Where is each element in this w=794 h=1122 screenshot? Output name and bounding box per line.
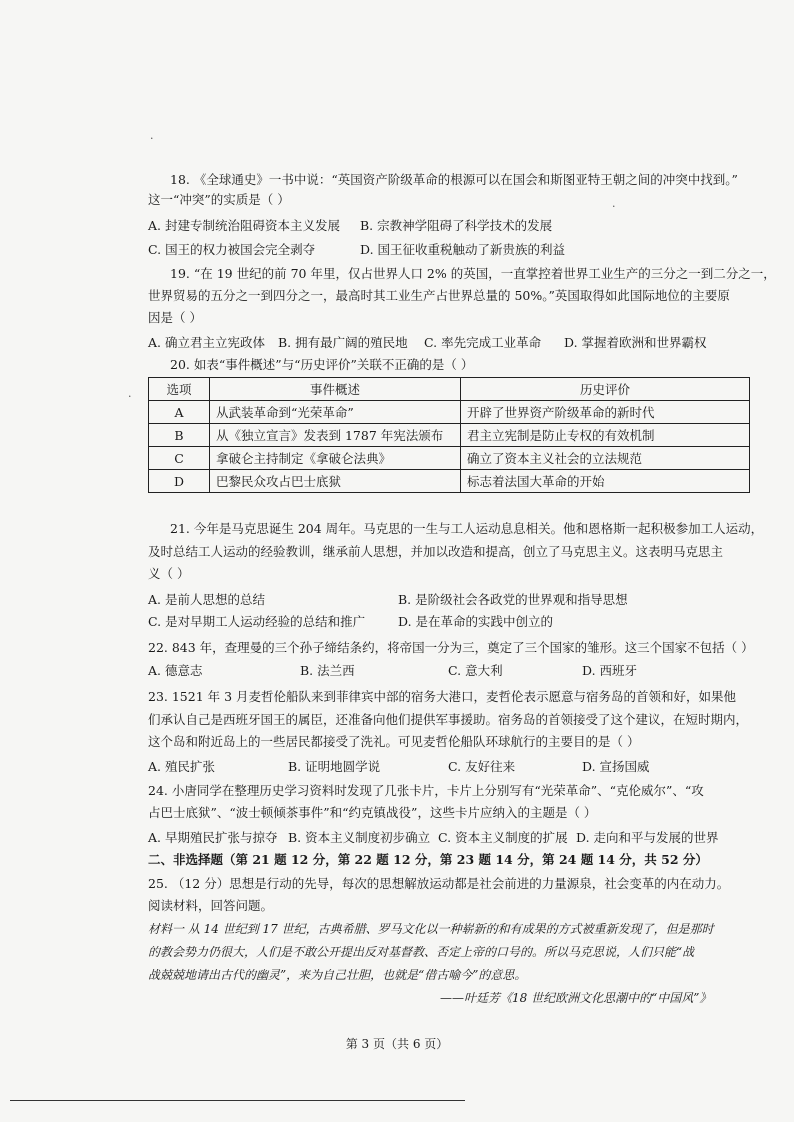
q21-stem-line-1: 21. 今年是马克思诞生 204 周年。马克思的一生与工人运动息息相关。他和恩格斯一起积极参加工人运动， — [170, 521, 764, 536]
q21-options — [148, 592, 748, 608]
table-cell-evaluation: 确立了资本主义社会的立法规范 — [461, 447, 750, 470]
q22-option-a: A. 德意志 — [148, 663, 203, 678]
q23-stem-line-3: 这个岛和附近岛上的一些居民都接受了洗礼。可见麦哲伦船队环球航行的主要目的是（ ） — [148, 734, 640, 749]
q24-option-b: B. 资本主义制度初步确立 — [288, 830, 431, 845]
material-1-line-3: 战兢兢地请出古代的幽灵”，来为自己壮胆，也就是“借古喻今”的意思。 — [148, 968, 527, 982]
q21-option-b: B. 是阶级社会各政党的世界观和指导思想 — [398, 592, 628, 607]
q18-option-b: B. 宗教神学阻碍了科学技术的发展 — [360, 218, 553, 233]
scan-speck: · — [128, 390, 132, 403]
q23-option-d: D. 宣扬国威 — [582, 759, 650, 774]
q19-stem-line-3: 因是（ ） — [148, 310, 202, 325]
q21-stem-line-3: 义（ ） — [148, 566, 190, 581]
table-cell-option: C — [149, 447, 210, 470]
q23-option-c: C. 友好往来 — [448, 759, 516, 774]
table-cell-evaluation: 开辟了世界资产阶级革命的新时代 — [461, 401, 750, 424]
q22-option-c: C. 意大利 — [448, 663, 503, 678]
q18-stem-line-2: 这一“冲突”的实质是（ ） — [148, 192, 290, 207]
q24-option-d: D. 走向和平与发展的世界 — [576, 830, 719, 845]
q22-option-d: D. 西班牙 — [582, 663, 638, 678]
q23-options — [148, 759, 748, 775]
table-row — [149, 401, 750, 424]
q24-option-c: C. 资本主义制度的扩展 — [438, 830, 568, 845]
table-cell-event: 从《独立宣言》发表到 1787 年宪法颁布 — [210, 424, 461, 447]
q24-option-a: A. 早期殖民扩张与掠夺 — [148, 830, 278, 845]
table-cell-evaluation: 君主立宪制是防止专权的有效机制 — [461, 424, 750, 447]
q24-stem-line-1: 24. 小唐同学在整理历史学习资料时发现了几张卡片，卡片上分别写有“光荣革命”、“克伦威尔”、“攻 — [148, 783, 704, 798]
material-1-line-2: 的教会势力仍很大，人们是不敢公开提出反对基督教、否定上帝的口号的。所以马克思说，人们只能“战 — [148, 945, 695, 959]
table-cell-evaluation: 标志着法国大革命的开始 — [461, 470, 750, 493]
q21-option-c: C. 是对早期工人运动经验的总结和推广 — [148, 614, 366, 629]
q21-stem-line-2: 及时总结工人运动的经验教训，继承前人思想，并加以改造和提高，创立了马克思主义。这表明马克思主 — [148, 544, 724, 559]
q18-options-2 — [148, 242, 748, 258]
material-source: ——叶廷芳《18 世纪欧洲文化思潮中的“中国风”》 — [440, 991, 712, 1005]
q19-stem-line-1: 19. “在 19 世纪的前 70 年里，仅占世界人口 2% 的英国，一直掌控着世界工业生产的三分之一到二分之一， — [170, 266, 776, 281]
table-header-row — [149, 378, 750, 401]
q22-stem: 22. 843 年，查理曼的三个孙子缔结条约，将帝国一分为三，奠定了三个国家的雏形。这三个国家不包括（ ） — [148, 640, 754, 655]
q19-option-b: B. 拥有最广阔的殖民地 — [278, 335, 408, 350]
q19-option-d: D. 掌握着欧洲和世界霸权 — [564, 335, 707, 350]
table-row — [149, 447, 750, 470]
q25-stem-line-1: 25. （12 分）思想是行动的先导，每次的思想解放运动都是社会前进的力量源泉，社会变革的内在动力。 — [148, 876, 730, 891]
table-header-evaluation: 历史评价 — [461, 378, 750, 401]
section-heading: 二、非选择题（第 21 题 12 分，第 22 题 12 分，第 23 题 14 分，第 24 题 14 分，共 52 分） — [148, 852, 708, 867]
q18-options — [148, 218, 748, 234]
q20-stem: 20. 如表“事件概述”与“历史评价”关联不正确的是（ ） — [170, 357, 474, 372]
page-number: 第 3 页（共 6 页） — [345, 1037, 449, 1051]
q20-event-table — [148, 377, 750, 493]
table-cell-option: D — [149, 470, 210, 493]
scan-speck: · — [150, 132, 154, 145]
q23-option-b: B. 证明地圆学说 — [288, 759, 381, 774]
table-cell-event: 从武装革命到“光荣革命” — [210, 401, 461, 424]
q23-stem-line-1: 23. 1521 年 3 月麦哲伦船队来到菲律宾中部的宿务大港口，麦哲伦表示愿意与宿务岛的首领和好，如果他 — [148, 689, 737, 704]
table-cell-event: 拿破仑主持制定《拿破仑法典》 — [210, 447, 461, 470]
q19-options — [148, 335, 748, 351]
table-cell-option: A — [149, 401, 210, 424]
table-cell-option: B — [149, 424, 210, 447]
q18-option-a: A. 封建专制统治阻碍资本主义发展 — [148, 218, 340, 233]
bottom-rule — [10, 1100, 465, 1101]
q19-option-c: C. 率先完成工业革命 — [424, 335, 542, 350]
q19-option-a: A. 确立君主立宪政体 — [148, 335, 265, 350]
q25-stem-line-2: 阅读材料，回答问题。 — [148, 898, 274, 913]
table-row — [149, 424, 750, 447]
q21-option-d: D. 是在革命的实践中创立的 — [398, 614, 554, 629]
q21-option-a: A. 是前人思想的总结 — [148, 592, 265, 607]
q22-option-b: B. 法兰西 — [300, 663, 355, 678]
table-cell-event: 巴黎民众攻占巴士底狱 — [210, 470, 461, 493]
table-row — [149, 470, 750, 493]
q23-stem-line-2: 们承认自己是西班牙国王的属臣，还准备向他们提供军事援助。宿务岛的首领接受了这个建议，在短时期内， — [148, 712, 749, 727]
q24-options — [148, 830, 748, 846]
q21-options-2 — [148, 614, 748, 630]
q18-stem-line-1: 18. 《全球通史》一书中说：“英国资产阶级革命的根源可以在国会和斯图亚特王朝之间的冲突中找到。” — [170, 172, 738, 187]
scan-speck: · — [612, 200, 616, 213]
q22-options — [148, 663, 748, 679]
material-1-line-1: 材料一 从 14 世纪到 17 世纪，古典希腊、罗马文化以一种崭新的和有成果的方式被重新发现了，但是那时 — [148, 922, 714, 936]
table-header-option: 选项 — [149, 378, 210, 401]
q18-option-c: C. 国王的权力被国会完全剥夺 — [148, 242, 316, 257]
q23-option-a: A. 殖民扩张 — [148, 759, 215, 774]
q24-stem-line-2: 占巴士底狱”、“波士顿倾茶事件”和“约克镇战役”，这些卡片应纳入的主题是（ ） — [148, 805, 597, 820]
table-header-event: 事件概述 — [210, 378, 461, 401]
q18-option-d: D. 国王征收重税触动了新贵族的利益 — [360, 242, 566, 257]
q19-stem-line-2: 世界贸易的五分之一到四分之一，最高时其工业生产占世界总量的 50%。”英国取得如此国际地位的主要原 — [148, 288, 730, 303]
